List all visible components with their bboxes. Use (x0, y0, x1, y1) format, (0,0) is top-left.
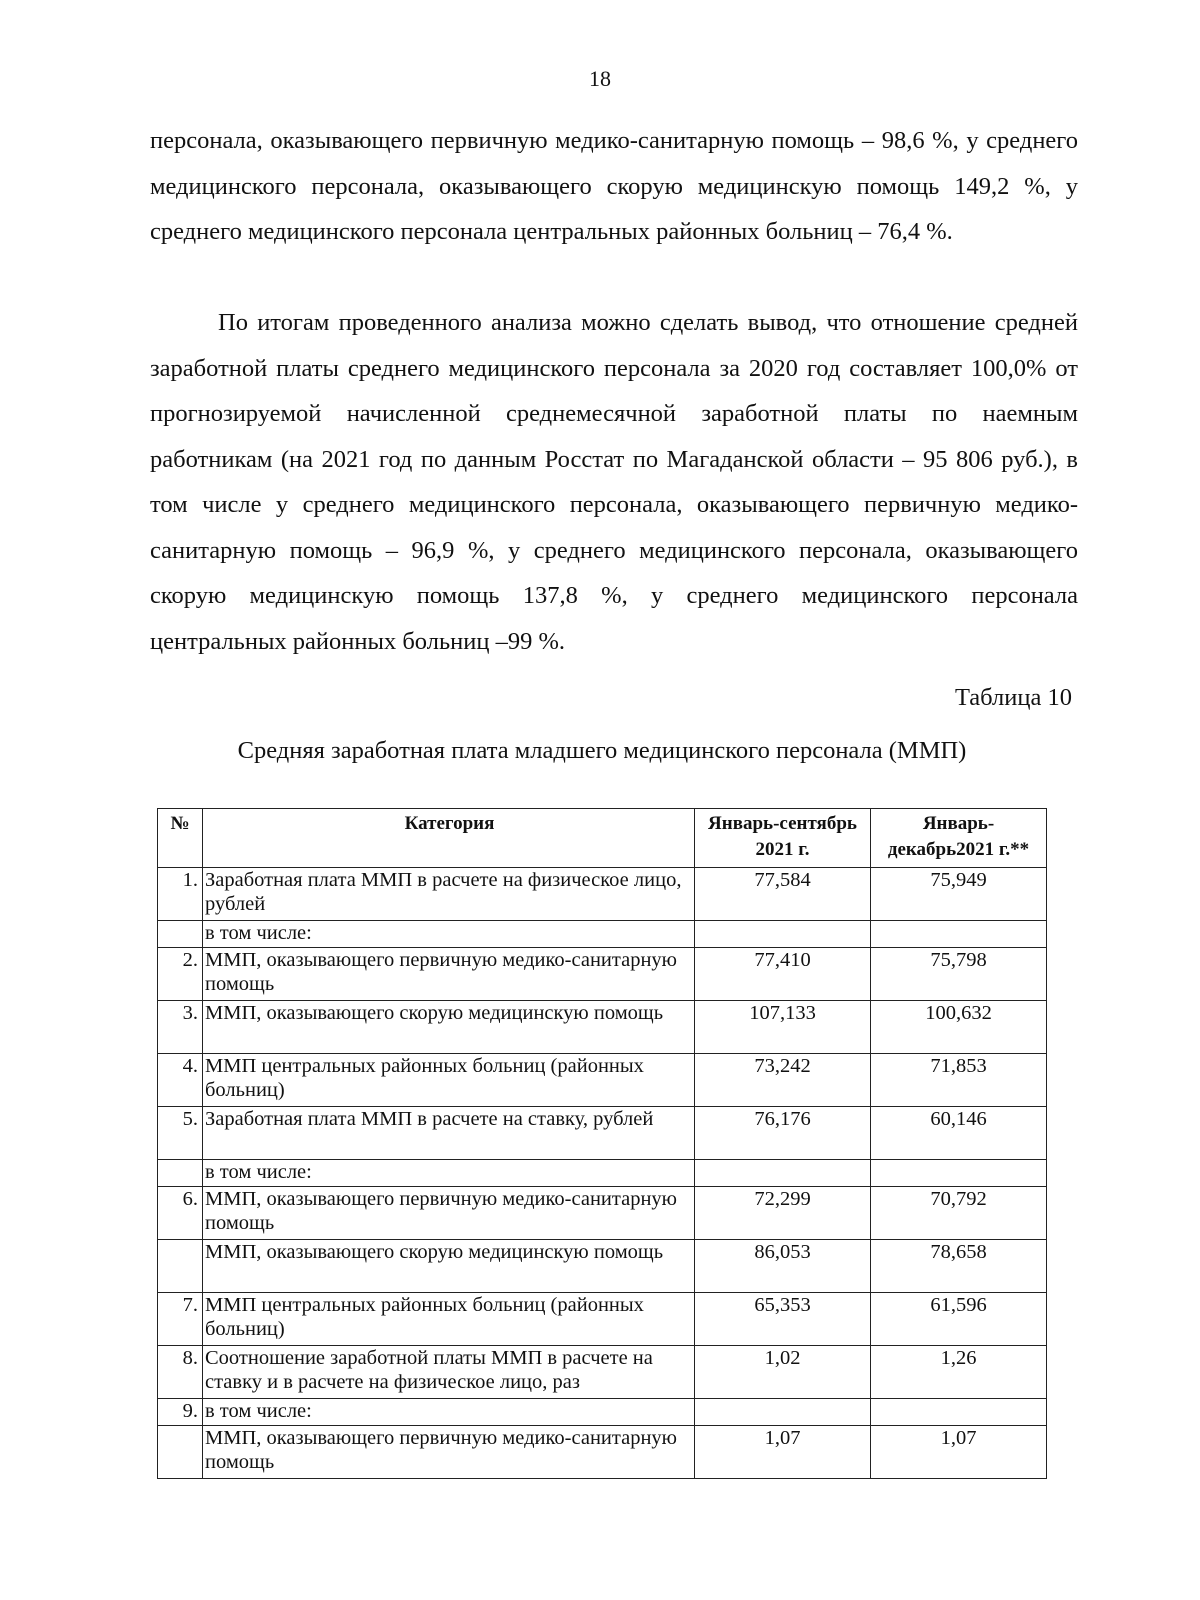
row-category: Соотношение заработной платы ММП в расчете на ставку и в расчете на физическое лицо, раз (203, 1346, 695, 1399)
page-number: 18 (589, 66, 611, 91)
table-body (158, 868, 1047, 1479)
row-category: ММП, оказывающего первичную медико-санитарную помощь (203, 1426, 695, 1479)
row-category: ММП, оказывающего скорую медицинскую помощь (203, 1001, 695, 1054)
table-row (158, 948, 1047, 1001)
header-num: № (158, 809, 203, 868)
row-value-period1: 65,353 (695, 1293, 871, 1346)
row-value-period1: 77,410 (695, 948, 871, 1001)
row-value-period2: 1,26 (871, 1346, 1047, 1399)
salary-table (157, 808, 1047, 1479)
table-row (158, 1001, 1047, 1054)
table-row (158, 1293, 1047, 1346)
row-value-period1 (695, 1160, 871, 1187)
table-title: Средняя заработная плата младшего медицинского персонала (ММП) (237, 737, 967, 764)
row-num (158, 1240, 203, 1293)
row-category: ММП, оказывающего первичную медико-санитарную помощь (203, 948, 695, 1001)
row-category: Заработная плата ММП в расчете на физическое лицо, рублей (203, 868, 695, 921)
row-value-period2 (871, 1160, 1047, 1187)
header-period2: Январь-декабрь2021 г.** (871, 809, 1047, 868)
row-num (158, 921, 203, 948)
row-num: 5. (158, 1107, 203, 1160)
table-row (158, 1426, 1047, 1479)
row-category: Заработная плата ММП в расчете на ставку, рублей (203, 1107, 695, 1160)
row-value-period2: 1,07 (871, 1426, 1047, 1479)
row-value-period2: 60,146 (871, 1107, 1047, 1160)
row-num (158, 1426, 203, 1479)
table-row (158, 1240, 1047, 1293)
row-value-period1 (695, 921, 871, 948)
table-row (158, 1160, 1047, 1187)
header-period1: Январь-сентябрь 2021 г. (695, 809, 871, 868)
row-value-period2: 75,798 (871, 948, 1047, 1001)
table-row (158, 1107, 1047, 1160)
row-category: в том числе: (203, 921, 695, 948)
table-row (158, 1399, 1047, 1426)
row-value-period2: 61,596 (871, 1293, 1047, 1346)
table-row (158, 921, 1047, 948)
row-value-period1: 73,242 (695, 1054, 871, 1107)
row-category: в том числе: (203, 1160, 695, 1187)
row-num (158, 1160, 203, 1187)
row-num: 6. (158, 1187, 203, 1240)
paragraph-2: По итогам проведенного анализа можно сделать вывод, что отношение средней заработной платы среднего медицинского персонала за 2020 год составляет 100,0% от прогнозируемой начисленной среднемесячной заработной платы по наемным работникам (на 2021 год по данным Росстат по Магаданской области – 95 806 руб.), в том числе у среднего медицинского персонала, оказывающего первичную медико-санитарную помощь – 96,9 %, у среднего медицинского персонала, оказывающего скорую медицинскую помощь 137,8 %, у среднего медицинского персонала центральных районных больниц –99 %. (150, 309, 1078, 655)
row-num: 9. (158, 1399, 203, 1426)
row-value-period2: 78,658 (871, 1240, 1047, 1293)
row-category: в том числе: (203, 1399, 695, 1426)
row-value-period1: 1,07 (695, 1426, 871, 1479)
table-row (158, 1187, 1047, 1240)
row-value-period2 (871, 1399, 1047, 1426)
row-value-period2: 75,949 (871, 868, 1047, 921)
row-category: ММП, оказывающего скорую медицинскую помощь (203, 1240, 695, 1293)
header-category: Категория (203, 809, 695, 868)
row-category: ММП центральных районных больниц (районных больниц) (203, 1293, 695, 1346)
row-value-period2 (871, 921, 1047, 948)
row-value-period1: 107,133 (695, 1001, 871, 1054)
row-value-period1: 86,053 (695, 1240, 871, 1293)
row-value-period2: 100,632 (871, 1001, 1047, 1054)
table-label: Таблица 10 (954, 684, 1072, 711)
row-num: 2. (158, 948, 203, 1001)
row-num: 4. (158, 1054, 203, 1107)
row-value-period2: 71,853 (871, 1054, 1047, 1107)
table-row (158, 868, 1047, 921)
row-value-period1: 72,299 (695, 1187, 871, 1240)
row-num: 1. (158, 868, 203, 921)
row-num: 7. (158, 1293, 203, 1346)
row-num: 3. (158, 1001, 203, 1054)
row-num: 8. (158, 1346, 203, 1399)
table-row (158, 1054, 1047, 1107)
table-row (158, 1346, 1047, 1399)
row-value-period1: 76,176 (695, 1107, 871, 1160)
row-category: ММП, оказывающего первичную медико-санитарную помощь (203, 1187, 695, 1240)
row-value-period1: 77,584 (695, 868, 871, 921)
row-value-period1: 1,02 (695, 1346, 871, 1399)
row-value-period1 (695, 1399, 871, 1426)
paragraph-1: персонала, оказывающего первичную медико-санитарную помощь – 98,6 %, у среднего медицинского персонала, оказывающего скорую медицинскую помощь 149,2 %, у среднего медицинского персонала центральных районных больниц – 76,4 %. (150, 127, 1078, 245)
row-category: ММП центральных районных больниц (районных больниц) (203, 1054, 695, 1107)
row-value-period2: 70,792 (871, 1187, 1047, 1240)
table-header-row (158, 809, 1047, 868)
